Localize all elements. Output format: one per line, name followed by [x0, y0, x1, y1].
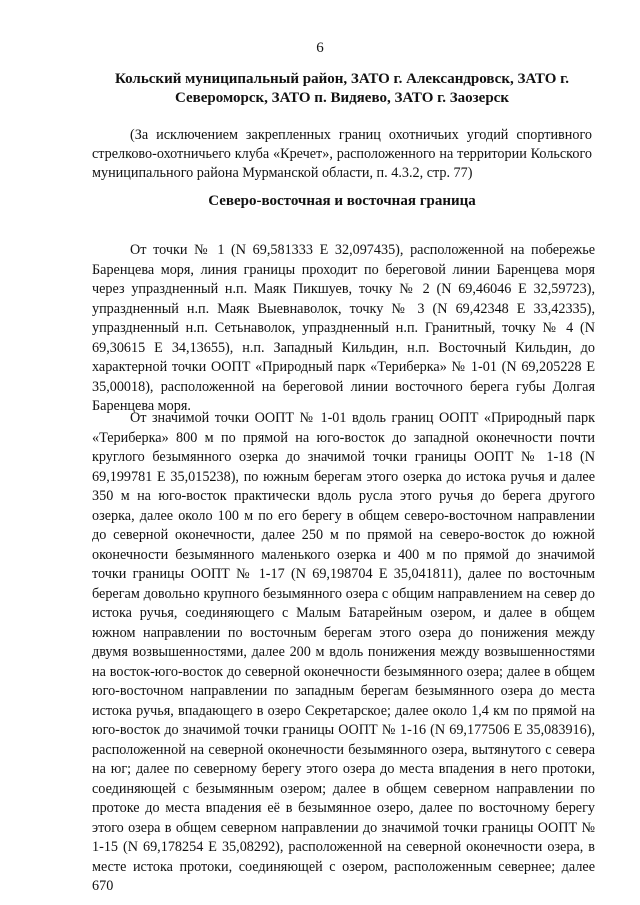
body-paragraph: От значимой точки ООПТ № 1-01 вдоль границ ООПТ «Природный парк «Териберка» 800 м по прямой на юго-восток до западной оконечности почти круглого безымянного озерка до значимой точки границы ООПТ № 1-18 (N 69,199781 E 35,015238), по южным берегам этого озерка до истока ручья и далее 350 м на юго-восток практически вдоль русла этого ручья до берега другого озерка, далее около 100 м по его берегу в общем северо-восточном направлении до северной оконечности, далее 250 м по прямой на северо-восток до южной оконечности безымянного маленького озерка и 400 м по прямой до значимой точки границы ООПТ № 1-17 (N 69,198704 E 35,041811), далее по восточным берегам довольно крупного безымянного озера с общим направлением на север до истока ручья, соединяющего с Малым Батарейным озером, и далее в общем южном направлении по восточным берегам этого озера до понижения между двумя возвышенностями, далее 200 м вдоль понижения между возвышенностями на восток-юго-восток до северной оконечности безымянного озера; далее в общем юго-восточном направлении по западным берегам безымянного озера до места истока ручья, впадающего в озеро Секретарское; далее около 1,4 км по прямой на юго-восток до значимой точки границы ООПТ № 1-16 (N 69,177506 E 35,083916), расположенной на северной оконечности безымянного озера, вытянутого с севера на юг; далее по северному берегу этого озера до места впадения в него протоки, соединяющей с безымянным озером; далее в общем северном направлении по протоке до места впадения её в безымянное озеро, далее по восточному берегу этого озера в общем северном направлении до значимой точки границы ООПТ № 1-15 (N 69,178254 E 35,08292), расположенной на северной оконечности озера, в месте истока протоки, соединяющей с озером, расположенным севернее; далее 670	[92, 410, 595, 894]
document-title: Кольский муниципальный район, ЗАТО г. Александровск, ЗАТО г. Североморск, ЗАТО п. Видяево, ЗАТО г. Заозерск	[115, 71, 569, 106]
body-paragraph: От точки № 1 (N 69,581333 E 32,097435), расположенной на побережье Баренцева моря, линия границы проходит по береговой линии Баренцева моря через упраздненный н.п. Маяк Пикшуев, точку № 2 (N 69,46046 E 32,59723), упраздненный н.п. Маяк Выевнаволок, точку № 3 (N 69,42348 E 33,42335), упраздненный н.п. Сетьнаволок, упраздненный н.п. Гранитный, точку № 4 (N 69,30615 E 34,13655), н.п. Западный Кильдин, н.п. Восточный Кильдин, до характерной точки ООПТ «Природный парк «Териберка» № 1-01 (N 69,205228 E 35,00018), расположенной на береговой линии восточного берега губы Долгая Баренцева моря.	[92, 242, 595, 414]
page-number: 6	[316, 40, 324, 56]
section-heading: Северо-восточная и восточная граница	[208, 193, 476, 209]
exclusion-note: (За исключением закрепленных границ охотничьих угодий спортивного стрелково-охотничьего клуба «Кречет», расположенного на территории Кольского муниципального района Мурманской области, п. 4.3.2, стр. 77)	[92, 127, 592, 181]
